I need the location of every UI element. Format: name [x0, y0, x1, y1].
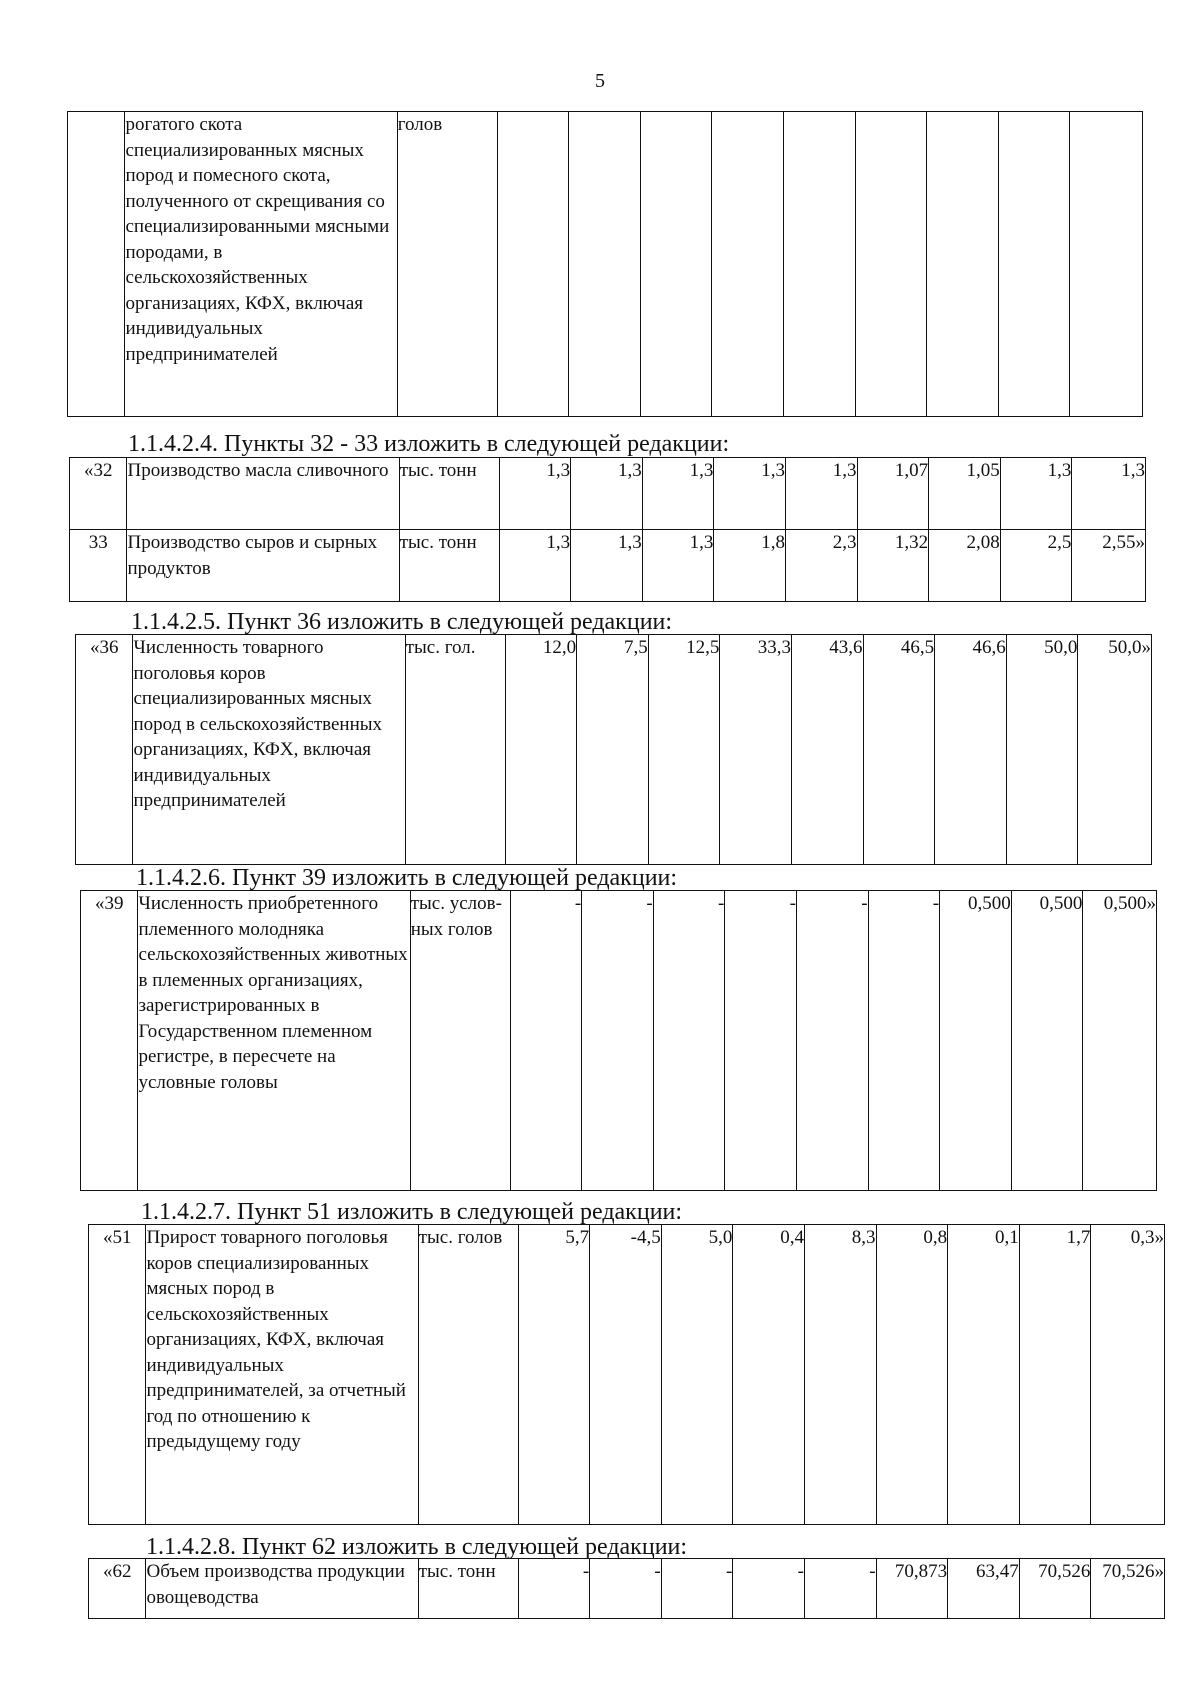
unit: тыс. услов-ных голов [410, 891, 510, 1191]
value-cell [1070, 112, 1143, 417]
value-cell: 46,5 [863, 635, 935, 865]
value-cell: - [582, 891, 654, 1191]
table-item-62 [88, 1558, 1165, 1619]
value-cell: 1,3 [571, 458, 643, 530]
value-cell: 2,3 [785, 530, 857, 602]
unit: голов [397, 112, 497, 417]
value-cell: - [725, 891, 797, 1191]
section-heading: 1.1.4.2.6. Пункт 39 изложить в следующей редакции: [136, 865, 678, 891]
unit: тыс. гол. [405, 635, 505, 865]
value-cell: 12,5 [648, 635, 720, 865]
row-number: «32 [70, 458, 127, 530]
section-heading: 1.1.4.2.7. Пункт 51 изложить в следующей редакции: [141, 1199, 683, 1225]
value-cell: 2,08 [929, 530, 1001, 602]
row-number: «62 [89, 1559, 146, 1619]
table-item-39 [80, 890, 1157, 1191]
value-cell: 0,8 [876, 1225, 948, 1525]
value-cell: 2,5 [1000, 530, 1072, 602]
value-cell: 0,1 [948, 1225, 1020, 1525]
value-cell: 43,6 [791, 635, 863, 865]
page-number: 5 [595, 70, 605, 92]
value-cell [640, 112, 712, 417]
value-cell [569, 112, 641, 417]
value-cell: 1,3 [714, 458, 786, 530]
value-cell: 1,32 [857, 530, 929, 602]
value-cell: 0,500 [940, 891, 1012, 1191]
row-number: «39 [81, 891, 138, 1191]
section-heading: 1.1.4.2.5. Пункт 36 изложить в следующей редакции: [131, 609, 673, 635]
value-cell [927, 112, 999, 417]
unit: тыс. голов [418, 1225, 518, 1525]
table-continuation [67, 111, 1143, 417]
value-cell: - [661, 1559, 733, 1619]
row-number [68, 112, 125, 417]
table-row [76, 635, 1152, 865]
value-cell: 1,3 [1000, 458, 1072, 530]
value-cell: 70,873 [876, 1559, 948, 1619]
indicator-name: рогатого скота специализированных мясных пород и помесного скота, полученного от скрещивания со специализированными мясными породами, в сельскохозяйственных организациях, КФХ, включая индивидуальных предпринимателей [125, 112, 397, 417]
value-cell: 70,526» [1091, 1559, 1165, 1619]
value-cell: 5,7 [518, 1225, 590, 1525]
value-cell: 0,3» [1091, 1225, 1165, 1525]
value-cell: 1,3 [499, 530, 571, 602]
indicator-name: Численность товарного поголовья коров специализированных мясных пород в сельскохозяйственных организациях, КФХ, включая индивидуальных предпринимателей [133, 635, 405, 865]
value-cell: - [653, 891, 725, 1191]
value-cell: 1,05 [929, 458, 1001, 530]
value-cell: 8,3 [804, 1225, 876, 1525]
value-cell: 7,5 [577, 635, 649, 865]
table-row [70, 458, 1146, 530]
value-cell: 12,0 [505, 635, 577, 865]
value-cell: - [804, 1559, 876, 1619]
unit: тыс. тонн [418, 1559, 518, 1619]
value-cell: 1,3 [642, 458, 714, 530]
value-cell [998, 112, 1070, 417]
row-number: «51 [89, 1225, 146, 1525]
value-cell: 1,3 [571, 530, 643, 602]
value-cell: 50,0 [1006, 635, 1078, 865]
table-item-36 [75, 634, 1152, 865]
value-cell: 1,3 [499, 458, 571, 530]
value-cell: 1,8 [714, 530, 786, 602]
table-row [89, 1559, 1165, 1619]
value-cell [855, 112, 927, 417]
indicator-name: Производство сыров и сырных продуктов [127, 530, 399, 602]
table-row [89, 1225, 1165, 1525]
table-row [81, 891, 1157, 1191]
value-cell: 1,7 [1019, 1225, 1091, 1525]
value-cell: 33,3 [720, 635, 792, 865]
row-number: «36 [76, 635, 133, 865]
indicator-name: Производство масла сливочного [127, 458, 399, 530]
row-number: 33 [70, 530, 127, 602]
value-cell: 0,500» [1083, 891, 1157, 1191]
value-cell: - [733, 1559, 805, 1619]
value-cell [783, 112, 855, 417]
value-cell: 1,3 [642, 530, 714, 602]
value-cell: 1,3 [1072, 458, 1146, 530]
value-cell: 1,3 [785, 458, 857, 530]
value-cell: 63,47 [948, 1559, 1020, 1619]
value-cell: - [510, 891, 582, 1191]
value-cell: 46,6 [935, 635, 1007, 865]
unit: тыс. тонн [399, 530, 499, 602]
section-heading: 1.1.4.2.8. Пункт 62 изложить в следующей редакции: [146, 1534, 688, 1560]
value-cell: 70,526 [1019, 1559, 1091, 1619]
value-cell: 5,0 [661, 1225, 733, 1525]
table-items-32-33 [69, 457, 1146, 602]
value-cell: 0,4 [733, 1225, 805, 1525]
section-heading: 1.1.4.2.4. Пункты 32 - 33 изложить в следующей редакции: [128, 431, 730, 457]
unit: тыс. тонн [399, 458, 499, 530]
value-cell: 50,0» [1078, 635, 1152, 865]
table-item-51 [88, 1224, 1165, 1525]
indicator-name: Численность приобретенного племенного молодняка сельскохозяйственных животных в племенных организациях, зарегистрированных в Государственном племенном регистре, в пересчете на условные головы [138, 891, 410, 1191]
value-cell: 0,500 [1011, 891, 1083, 1191]
table-row [68, 112, 1143, 417]
value-cell: 2,55» [1072, 530, 1146, 602]
value-cell [497, 112, 569, 417]
indicator-name: Объем производства продукции овощеводства [146, 1559, 418, 1619]
indicator-name: Прирост товарного поголовья коров специализированных мясных пород в сельскохозяйственных организациях, КФХ, включая индивидуальных предпринимателей, за отчетный год по отношению к предыдущему году [146, 1225, 418, 1525]
value-cell: 1,07 [857, 458, 929, 530]
value-cell: - [590, 1559, 662, 1619]
value-cell: - [796, 891, 868, 1191]
value-cell: - [518, 1559, 590, 1619]
value-cell [712, 112, 784, 417]
value-cell: -4,5 [590, 1225, 662, 1525]
table-row [70, 530, 1146, 602]
value-cell: - [868, 891, 940, 1191]
